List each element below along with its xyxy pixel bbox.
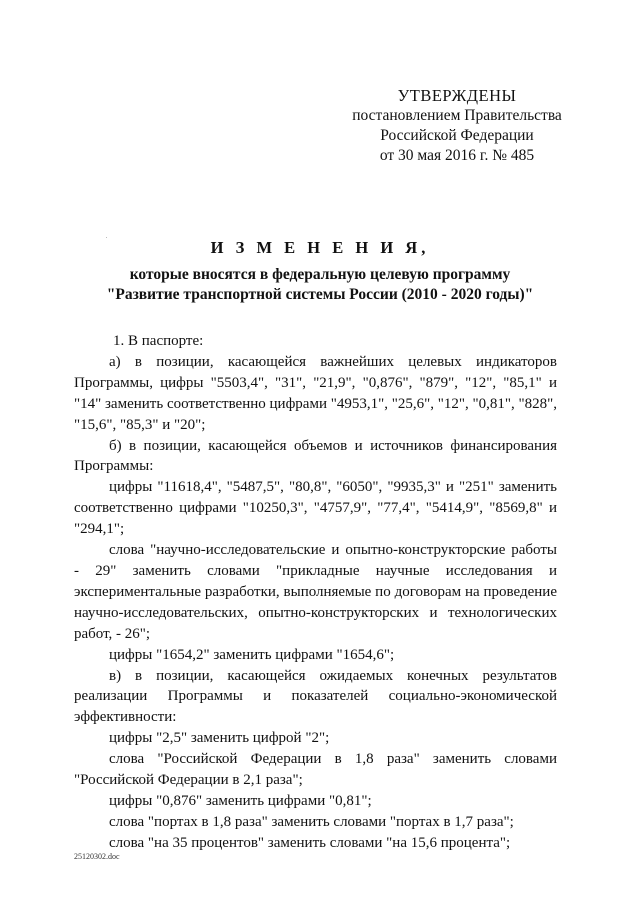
paragraph-b-figures: цифры "11618,4", "5487,5", "80,8", "6050", "9935,3" и "251" заменить соответственно цифрами "10250,3", "4757,9", "77,4", "5414,9", "8569,8" и "294,1"; [74,479,557,538]
heading-subtitle-line-1: которые вносятся в федеральную целевую программу [129,266,511,283]
approval-block [352,86,562,166]
paragraph-item-b: б) в позиции, касающейся объемов и источников финансирования Программы: [74,437,557,475]
approval-line-2: Российской Федерации [380,127,534,144]
document-heading [60,237,580,305]
paragraph-section-1: 1. В паспорте: [113,333,204,349]
paragraph-b-figures-2: цифры "1654,2" заменить цифрами "1654,6"; [109,646,395,663]
paragraph-v-words-2: слова "портах в 1,8 раза" заменить словами "портах в 1,7 раза"; [109,813,514,830]
approval-date-line: от 30 мая 2016 г. № 485 [379,147,535,164]
approval-line-1: постановлением Правительства [352,107,562,124]
document-body [74,331,557,854]
heading-subtitle-line-2: "Развитие транспортной системы России (2010 - 2020 годы)" [106,286,534,303]
footer-filename: 25120302.doc [74,852,120,861]
paragraph-v-figures-2: цифры "0,876" заменить цифрами "0,81"; [109,792,372,809]
paragraph-v-words-3: слова "на 35 процентов" заменить словами "на 15,6 процента"; [109,834,511,851]
heading-title: И З М Е Н Е Н И Я, [210,238,430,257]
approval-title: УТВЕРЖДЕНЫ [397,86,517,105]
paragraph-item-v: в) в позиции, касающейся ожидаемых конечных результатов реализации Программы и показателей социально-экономической эффективности: [74,667,557,726]
paragraph-item-a: а) в позиции, касающейся важнейших целевых индикаторов Программы, цифры "5503,4", "31", "21,9", "0,876", "879", "12", "85,1" и "14" заменить соответственно цифрами "4953,1", "25,6", "12", "0,81", "828", "15,6", "85,3" и "20"; [74,353,557,433]
paragraph-v-words-1: слова "Российской Федерации в 1,8 раза" заменить словами "Российской Федерации в 2,1 раза"; [74,751,557,789]
paragraph-b-words: слова "научно-исследовательские и опытно-конструкторские работы - 29" заменить словами "прикладные научные исследования и экспериментальные разработки, выполняемые по договорам на проведение научно-исследовательских, опытно-конструкторских и технологических работ, - 26"; [74,542,557,642]
paragraph-v-figure-1: цифры "2,5" заменить цифрой "2"; [109,730,330,747]
